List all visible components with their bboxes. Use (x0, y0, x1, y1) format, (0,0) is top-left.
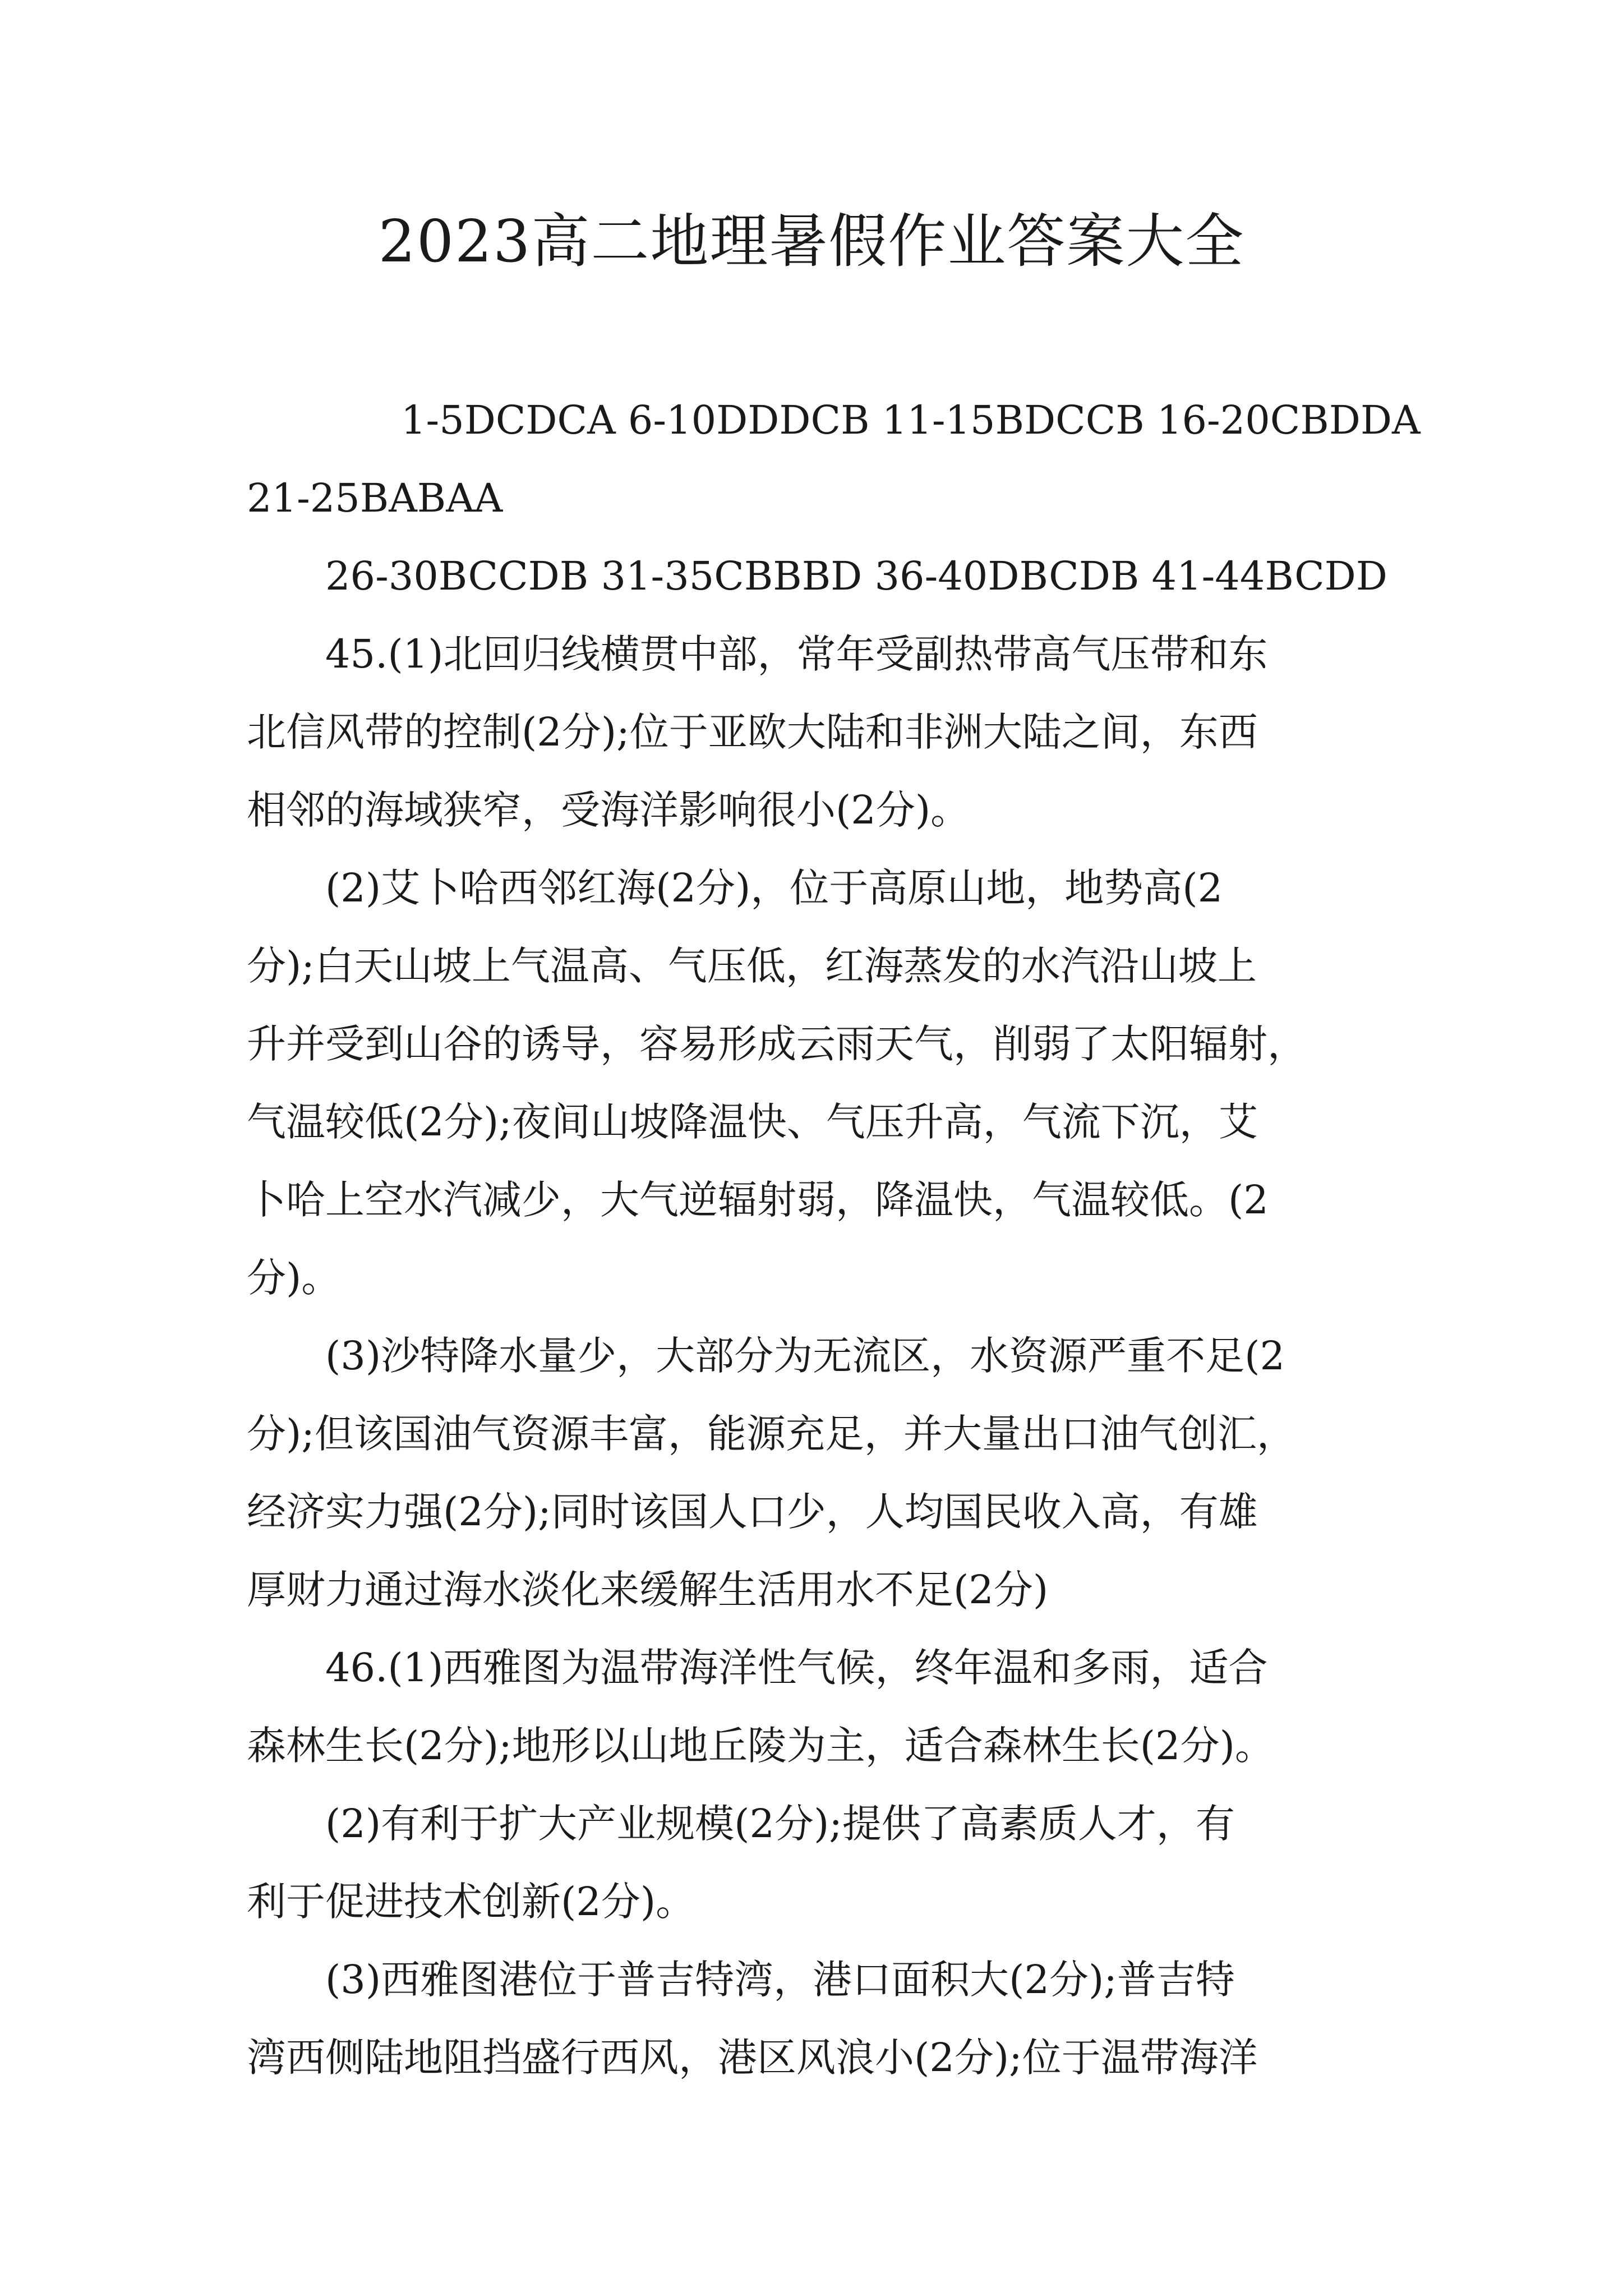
page-title: 2023高二地理暑假作业答案大全 (378, 207, 1245, 275)
answer-line: 相邻的海域狭窄，受海洋影响很小(2分)。 (247, 787, 970, 833)
answer-line: 森林生长(2分);地形以山地丘陵为主，适合森林生长(2分)。 (247, 1723, 1274, 1769)
answer-line: 利于促进技术创新(2分)。 (247, 1879, 695, 1925)
answer-line: 湾西侧陆地阻挡盛行西风，港区风浪小(2分);位于温带海洋 (247, 2035, 1258, 2081)
answer-line: 46.(1)西雅图为温带海洋性气候，终年温和多雨，适合 (325, 1645, 1268, 1691)
answer-line: 1-5DCDCA 6-10DDDCB 11-15BDCCB 16-20CBDDA (401, 397, 1421, 443)
answer-line: 卜哈上空水汽减少，大气逆辐射弱，降温快，气温较低。(2 (247, 1177, 1269, 1223)
answer-line: 45.(1)北回归线横贯中部，常年受副热带高气压带和东 (325, 631, 1268, 677)
answer-line: 分)。 (247, 1255, 341, 1301)
answer-line: 分);但该国油气资源丰富，能源充足，并大量出口油气创汇， (247, 1411, 1296, 1457)
answer-line: (3)沙特降水量少，大部分为无流区，水资源严重不足(2 (325, 1333, 1285, 1379)
answer-body (247, 381, 1421, 2097)
answer-line: 升并受到山谷的诱导，容易形成云雨天气，削弱了太阳辐射， (247, 1021, 1307, 1067)
answer-line: (2)艾卜哈西邻红海(2分)，位于高原山地，地势高(2 (325, 865, 1223, 911)
answer-line: 厚财力通过海水淡化来缓解生活用水不足(2分) (247, 1567, 1049, 1613)
answer-line: (3)西雅图港位于普吉特湾，港口面积大(2分);普吉特 (325, 1957, 1235, 2003)
answer-line: 经济实力强(2分);同时该国人口少，人均国民收入高，有雄 (247, 1489, 1258, 1535)
answer-line: (2)有利于扩大产业规模(2分);提供了高素质人才，有 (325, 1801, 1235, 1847)
answer-line: 26-30BCCDB 31-35CBBBD 36-40DBCDB 41-44BCDD (325, 553, 1387, 599)
answer-line: 分);白天山坡上气温高、气压低，红海蒸发的水汽沿山坡上 (247, 943, 1257, 989)
answer-line: 气温较低(2分);夜间山坡降温快、气压升高，气流下沉，艾 (247, 1099, 1258, 1145)
answer-line: 北信风带的控制(2分);位于亚欧大陆和非洲大陆之间，东西 (247, 709, 1258, 755)
answer-line: 21-25BABAA (247, 475, 503, 521)
